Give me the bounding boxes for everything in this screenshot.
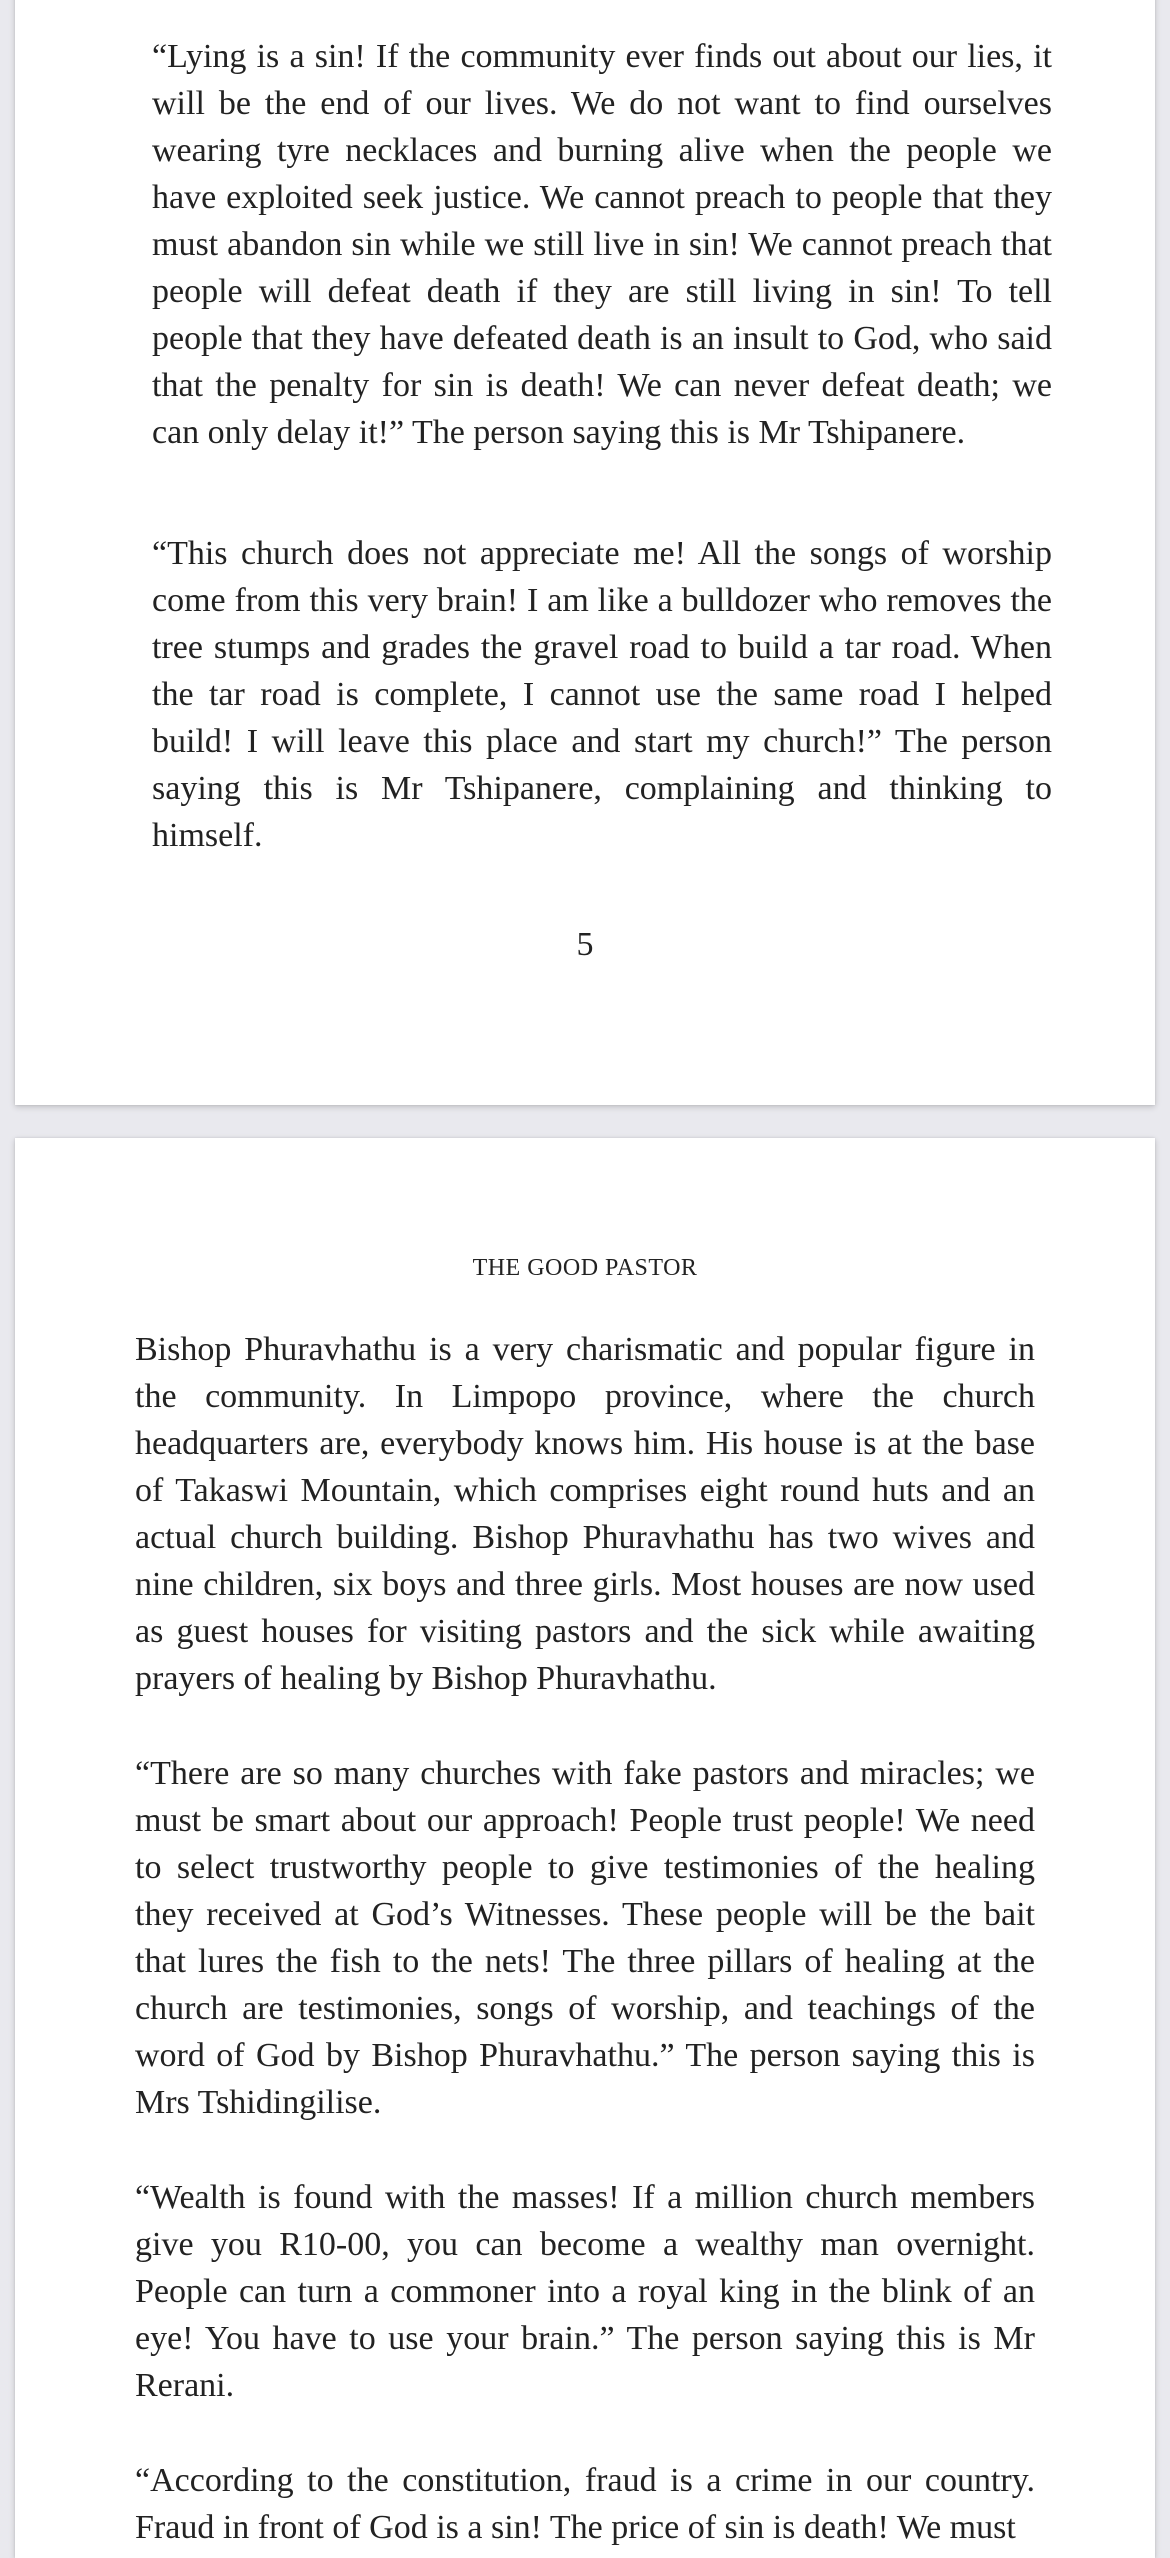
page-number: 5 — [576, 926, 594, 963]
paragraph: “This church does not appreciate me! All the songs of worship come from this very brain! I am like a bulldozer who removes the tree stumps and grades the gravel road to build a tar road. When the tar road is complete, I cannot use the same road I helped build! I will leave this place and start my church!” The person saying this is Mr Tshipanere, complaining and thinking to himself. — [152, 535, 1052, 854]
book-page-5 — [15, 0, 1155, 1105]
book-page-next — [15, 1138, 1155, 2558]
paragraph: “There are so many churches with fake pastors and miracles; we must be smart about our approach! People trust people! We need to select trustworthy people to give testimonies of the healing they received at God’s Witnesses. These people will be the bait that lures the fish to the nets! The three pillars of healing at the church are testimonies, songs of worship, and teachings of the word of God by Bishop Phuravhathu.” The person saying this is Mrs Tshidingilise. — [135, 1755, 1035, 2121]
paragraph: “Wealth is found with the masses! If a million church members give you R10-00, you can become a wealthy man overnight. People can turn a commoner into a royal king in the blink of an eye! You have to use your brain.” The person saying this is Mr Rerani. — [135, 2179, 1035, 2404]
paragraph: Bishop Phuravhathu is a very charismatic and popular figure in the community. In Limpopo province, where the church headquarters are, everybody knows him. His house is at the base of Takaswi Mountain, which comprises eight round huts and an actual church building. Bishop Phuravhathu has two wives and nine children, six boys and three girls. Most houses are now used as guest houses for visiting pastors and the sick while awaiting prayers of healing by Bishop Phuravhathu. — [135, 1331, 1035, 1697]
running-header: THE GOOD PASTOR — [472, 1255, 698, 1281]
paragraph: “According to the constitution, fraud is a crime in our country. Fraud in front of God is a sin! The price of sin is death! We must — [135, 2462, 1035, 2546]
paragraph: “Lying is a sin! If the community ever finds out about our lies, it will be the end of our lives. We do not want to find ourselves wearing tyre necklaces and burning alive when the people we have exploited seek justice. We cannot preach to people that they must abandon sin while we still live in sin! We cannot preach that people will defeat death if they are still living in sin! To tell people that they have defeated death is an insult to God, who said that the penalty for sin is death! We can never defeat death; we can only delay it!” The person saying this is Mr Tshipanere. — [152, 38, 1052, 451]
